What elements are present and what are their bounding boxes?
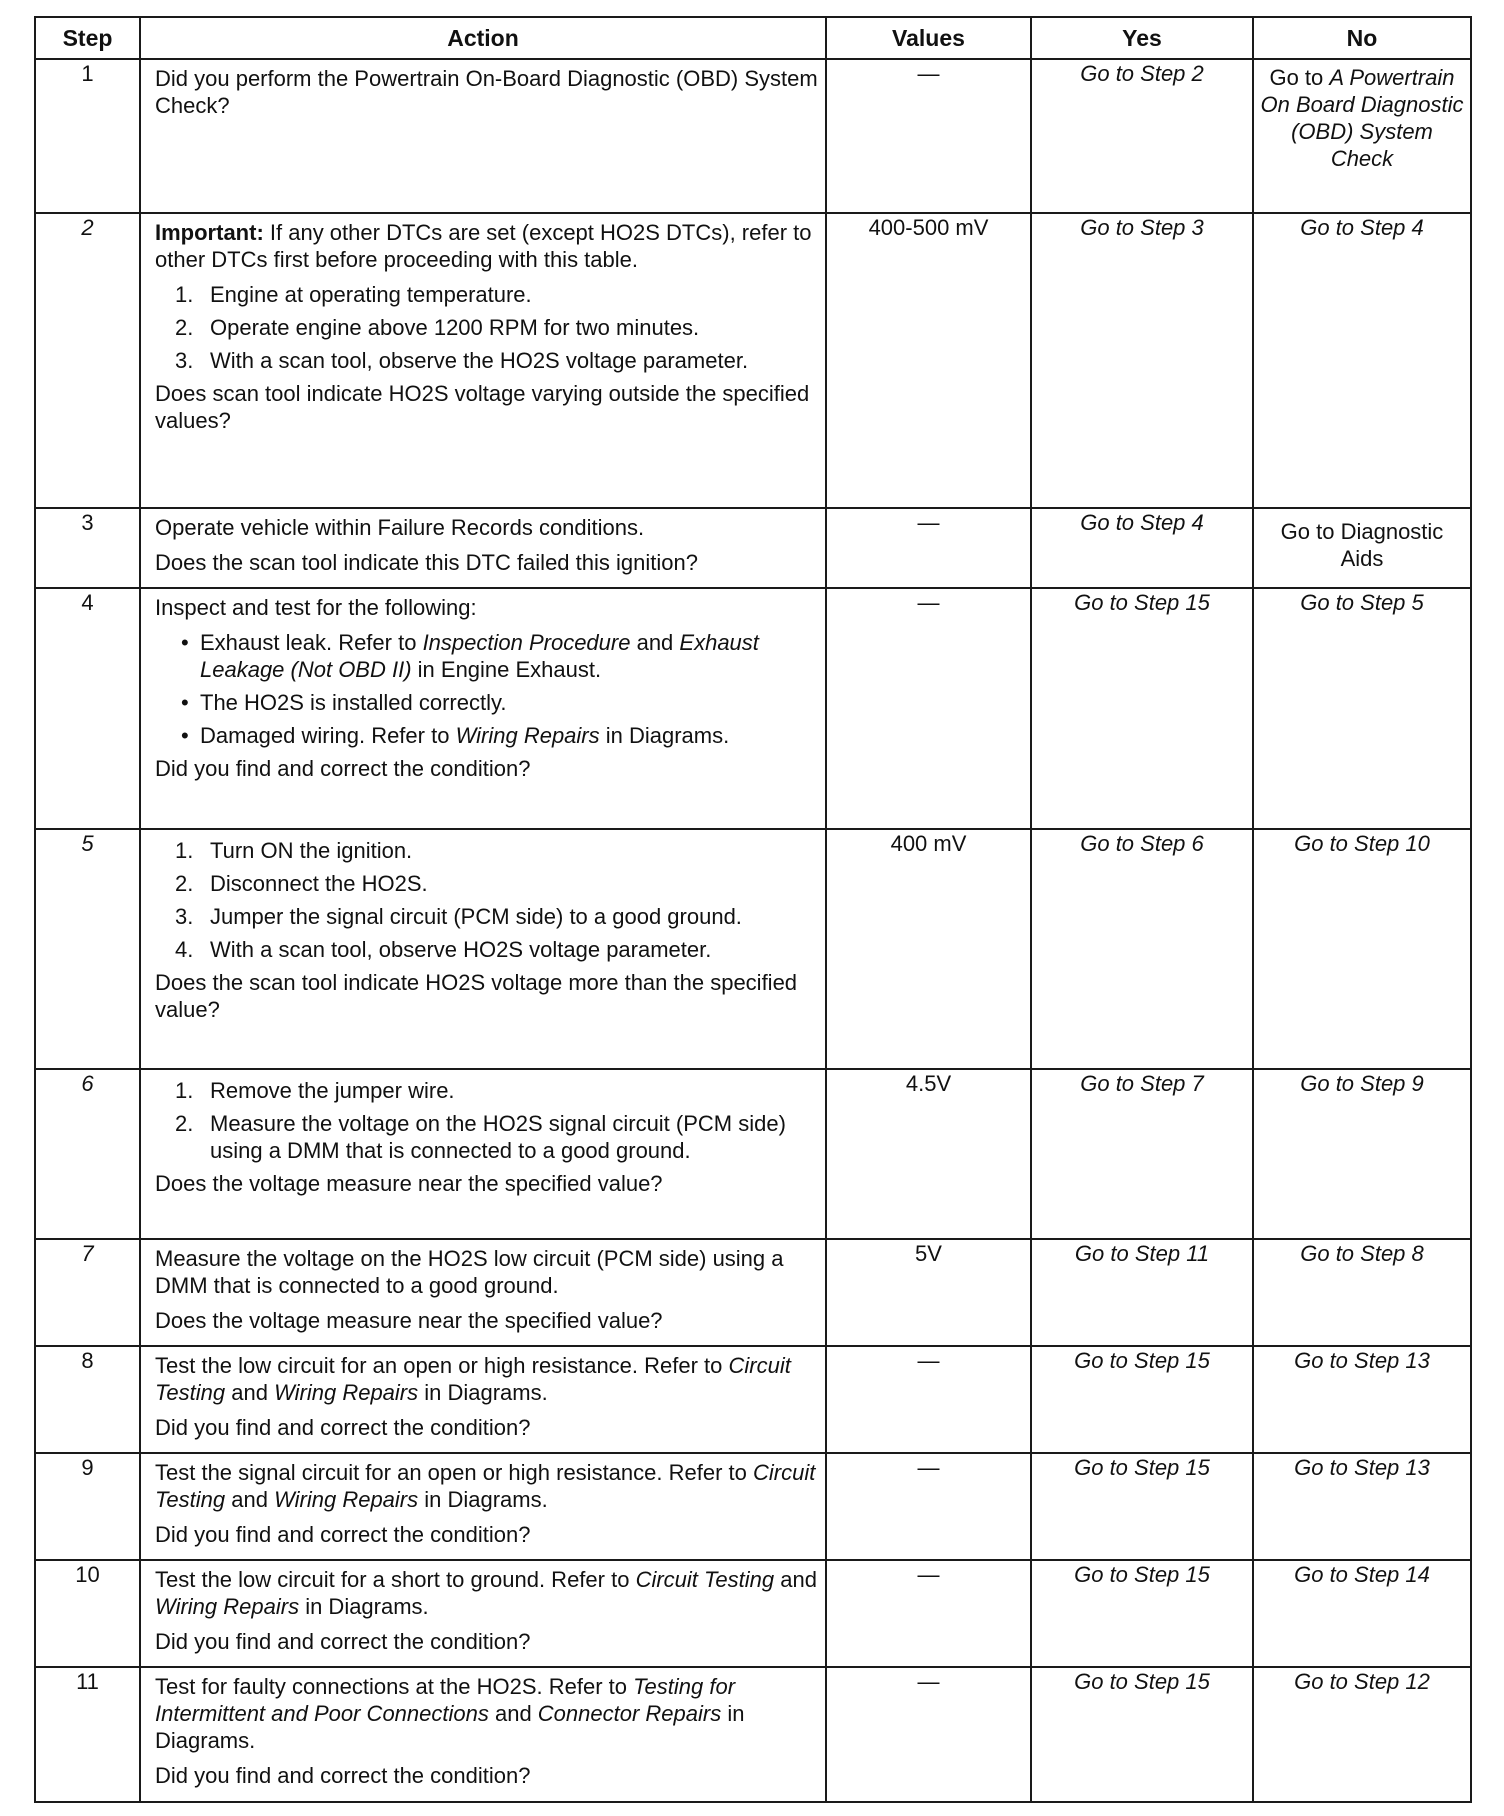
values-cell: 4.5V xyxy=(826,1069,1031,1239)
item-text: Turn ON the ignition. xyxy=(210,838,413,863)
question-text: Does the voltage measure near the specified value? xyxy=(155,1171,663,1196)
no-cell: Go to Step 14 xyxy=(1253,1560,1471,1667)
item-number: 2. xyxy=(175,1111,194,1136)
table-row xyxy=(35,1346,1471,1453)
item-number: 3. xyxy=(175,348,194,373)
question-text: Did you find and correct the condition? xyxy=(155,756,531,781)
header-step: Step xyxy=(35,17,140,59)
no-cell: Go to Step 13 xyxy=(1253,1346,1471,1453)
action-cell xyxy=(140,1069,826,1239)
action-intro: Inspect and test for the following: xyxy=(155,595,477,620)
action-text: Measure the voltage on the HO2S low circuit (PCM side) using a DMM that is connected to a good ground. xyxy=(155,1246,784,1298)
step-number: 10 xyxy=(35,1560,140,1667)
list-item xyxy=(155,629,819,683)
list-item xyxy=(155,314,819,341)
reference-title: Wiring Repairs xyxy=(274,1380,419,1405)
reference-title: Inspection Procedure xyxy=(422,630,631,655)
no-cell: Go to Step 12 xyxy=(1253,1667,1471,1802)
item-text: and xyxy=(630,630,680,655)
question-text: Did you find and correct the condition? xyxy=(155,1522,531,1547)
yes-cell: Go to Step 15 xyxy=(1031,1667,1253,1802)
item-number: 1. xyxy=(175,1078,194,1103)
bullet: • xyxy=(181,630,189,655)
action-text xyxy=(155,1673,819,1754)
list-item xyxy=(155,870,819,897)
step-number: 8 xyxy=(35,1346,140,1453)
item-text: Test for faulty connections at the HO2S. Refer to xyxy=(155,1674,634,1699)
no-cell: Go to Step 10 xyxy=(1253,829,1471,1069)
yes-cell: Go to Step 11 xyxy=(1031,1239,1253,1346)
action-cell xyxy=(140,59,826,213)
reference-title: Circuit Testing xyxy=(155,1353,791,1405)
item-number: 1. xyxy=(175,282,194,307)
item-number: 2. xyxy=(175,315,194,340)
question-text: Does the scan tool indicate this DTC failed this ignition? xyxy=(155,550,698,575)
table-row xyxy=(35,1239,1471,1346)
yes-cell: Go to Step 15 xyxy=(1031,1453,1253,1560)
step-number: 1 xyxy=(35,59,140,213)
reference-title: Circuit Testing xyxy=(155,1460,816,1512)
question-text: Did you find and correct the condition? xyxy=(155,1763,531,1788)
header-action: Action xyxy=(140,17,826,59)
bullet: • xyxy=(181,690,189,715)
action-cell xyxy=(140,1667,826,1802)
step-number: 2 xyxy=(35,213,140,508)
important-label: Important: xyxy=(155,220,264,245)
bullet: • xyxy=(181,723,189,748)
item-text: Jumper the signal circuit (PCM side) to a good ground. xyxy=(210,904,742,929)
yes-cell: Go to Step 15 xyxy=(1031,1346,1253,1453)
yes-cell: Go to Step 7 xyxy=(1031,1069,1253,1239)
item-text: and xyxy=(774,1567,817,1592)
list-item xyxy=(155,689,819,716)
list-item xyxy=(155,347,819,374)
values-cell: — xyxy=(826,508,1031,588)
values-cell: — xyxy=(826,1346,1031,1453)
table-row xyxy=(35,508,1471,588)
action-cell xyxy=(140,1239,826,1346)
item-text: Engine at operating temperature. xyxy=(210,282,532,307)
question-text: Does scan tool indicate HO2S voltage varying outside the specified values? xyxy=(155,381,810,433)
no-prefix: Go to xyxy=(1269,65,1330,90)
reference-title: Circuit Testing xyxy=(635,1567,775,1592)
question-text: Does the scan tool indicate HO2S voltage more than the specified value? xyxy=(155,970,798,1022)
list-item xyxy=(155,1110,819,1164)
header-no: No xyxy=(1253,17,1471,59)
question-text: Did you find and correct the condition? xyxy=(155,1415,531,1440)
step-number: 6 xyxy=(35,1069,140,1239)
step-number: 9 xyxy=(35,1453,140,1560)
item-text: With a scan tool, observe the HO2S voltage parameter. xyxy=(210,348,749,373)
no-cell: Go to Step 4 xyxy=(1253,213,1471,508)
item-text: Operate engine above 1200 RPM for two minutes. xyxy=(210,315,700,340)
list-item xyxy=(155,281,819,308)
no-cell: Go to Step 5 xyxy=(1253,588,1471,829)
table-row xyxy=(35,1453,1471,1560)
action-cell xyxy=(140,1453,826,1560)
diagnostic-table xyxy=(34,16,1472,1803)
table-row xyxy=(35,59,1471,213)
values-cell: — xyxy=(826,1667,1031,1802)
reference-title: Testing for Intermittent and Poor Connections xyxy=(155,1674,736,1726)
item-text: Disconnect the HO2S. xyxy=(210,871,428,896)
important-note xyxy=(155,219,819,273)
table-row xyxy=(35,588,1471,829)
procedure-list xyxy=(155,837,819,963)
item-text: and xyxy=(225,1380,275,1405)
item-text: in Engine Exhaust. xyxy=(411,657,602,682)
header-yes: Yes xyxy=(1031,17,1253,59)
step-number: 7 xyxy=(35,1239,140,1346)
table-row xyxy=(35,829,1471,1069)
header-values: Values xyxy=(826,17,1031,59)
list-item xyxy=(155,1077,819,1104)
no-cell: Go to Step 13 xyxy=(1253,1453,1471,1560)
action-cell xyxy=(140,213,826,508)
item-text: Test the signal circuit for an open or high resistance. Refer to xyxy=(155,1460,753,1485)
item-text: in Diagrams. xyxy=(418,1380,548,1405)
step-number: 11 xyxy=(35,1667,140,1802)
action-cell xyxy=(140,588,826,829)
reference-title: Exhaust Leakage (Not OBD II) xyxy=(200,630,759,682)
list-item xyxy=(155,936,819,963)
step-number: 3 xyxy=(35,508,140,588)
yes-cell: Go to Step 4 xyxy=(1031,508,1253,588)
values-cell: 400 mV xyxy=(826,829,1031,1069)
question-text: Does the voltage measure near the specified value? xyxy=(155,1308,663,1333)
item-text: Damaged wiring. Refer to xyxy=(200,723,456,748)
reference-title: Wiring Repairs xyxy=(155,1594,300,1619)
table-row xyxy=(35,1560,1471,1667)
list-item xyxy=(155,903,819,930)
values-cell: 400-500 mV xyxy=(826,213,1031,508)
action-text xyxy=(155,1352,819,1406)
item-number: 4. xyxy=(175,937,194,962)
values-cell: 5V xyxy=(826,1239,1031,1346)
action-text: Did you perform the Powertrain On-Board Diagnostic (OBD) System Check? xyxy=(155,66,818,118)
action-text: Operate vehicle within Failure Records conditions. xyxy=(155,515,645,540)
item-text: in Diagrams. xyxy=(155,1701,745,1753)
procedure-list xyxy=(155,1077,819,1164)
action-cell xyxy=(140,508,826,588)
no-cell xyxy=(1253,59,1471,213)
action-cell xyxy=(140,1560,826,1667)
item-text: Measure the voltage on the HO2S signal circuit (PCM side) using a DMM that is connected to a good ground. xyxy=(210,1111,786,1163)
item-text: Test the low circuit for a short to ground. Refer to xyxy=(155,1567,636,1592)
question-text: Did you find and correct the condition? xyxy=(155,1629,531,1654)
item-text: in Diagrams. xyxy=(299,1594,429,1619)
step-number: 4 xyxy=(35,588,140,829)
item-text: in Diagrams. xyxy=(418,1487,548,1512)
action-text xyxy=(155,1566,819,1620)
header-row xyxy=(35,17,1471,59)
table-row xyxy=(35,1069,1471,1239)
no-link: A Powertrain On Board Diagnostic (OBD) System Check xyxy=(1260,65,1464,171)
item-text: in Diagrams. xyxy=(599,723,730,748)
values-cell: — xyxy=(826,1560,1031,1667)
item-number: 2. xyxy=(175,871,194,896)
values-cell: — xyxy=(826,1453,1031,1560)
item-number: 1. xyxy=(175,838,194,863)
list-item xyxy=(155,722,819,749)
yes-cell: Go to Step 15 xyxy=(1031,588,1253,829)
procedure-list xyxy=(155,281,819,374)
reference-title: Wiring Repairs xyxy=(274,1487,419,1512)
yes-cell: Go to Step 6 xyxy=(1031,829,1253,1069)
action-cell xyxy=(140,829,826,1069)
yes-cell: Go to Step 3 xyxy=(1031,213,1253,508)
item-text: Test the low circuit for an open or high resistance. Refer to xyxy=(155,1353,729,1378)
table-row xyxy=(35,213,1471,508)
values-cell: — xyxy=(826,59,1031,213)
item-text: With a scan tool, observe HO2S voltage parameter. xyxy=(210,937,712,962)
no-cell: Go to Step 9 xyxy=(1253,1069,1471,1239)
no-cell: Go to Diagnostic Aids xyxy=(1253,508,1471,588)
item-text: The HO2S is installed correctly. xyxy=(200,690,507,715)
table-row xyxy=(35,1667,1471,1802)
reference-title: Connector Repairs xyxy=(537,1701,722,1726)
yes-cell: Go to Step 2 xyxy=(1031,59,1253,213)
item-text: and xyxy=(488,1701,538,1726)
reference-title: Wiring Repairs xyxy=(455,723,600,748)
action-text xyxy=(155,1459,819,1513)
item-text: Remove the jumper wire. xyxy=(210,1078,455,1103)
item-text: Exhaust leak. Refer to xyxy=(200,630,423,655)
values-cell: — xyxy=(826,588,1031,829)
item-number: 3. xyxy=(175,904,194,929)
no-cell: Go to Step 8 xyxy=(1253,1239,1471,1346)
list-item xyxy=(155,837,819,864)
important-text: If any other DTCs are set (except HO2S DTCs), refer to other DTCs first before proceeding with this table. xyxy=(155,220,812,272)
checklist xyxy=(155,629,819,749)
yes-cell: Go to Step 15 xyxy=(1031,1560,1253,1667)
step-number: 5 xyxy=(35,829,140,1069)
action-cell xyxy=(140,1346,826,1453)
item-text: and xyxy=(225,1487,275,1512)
